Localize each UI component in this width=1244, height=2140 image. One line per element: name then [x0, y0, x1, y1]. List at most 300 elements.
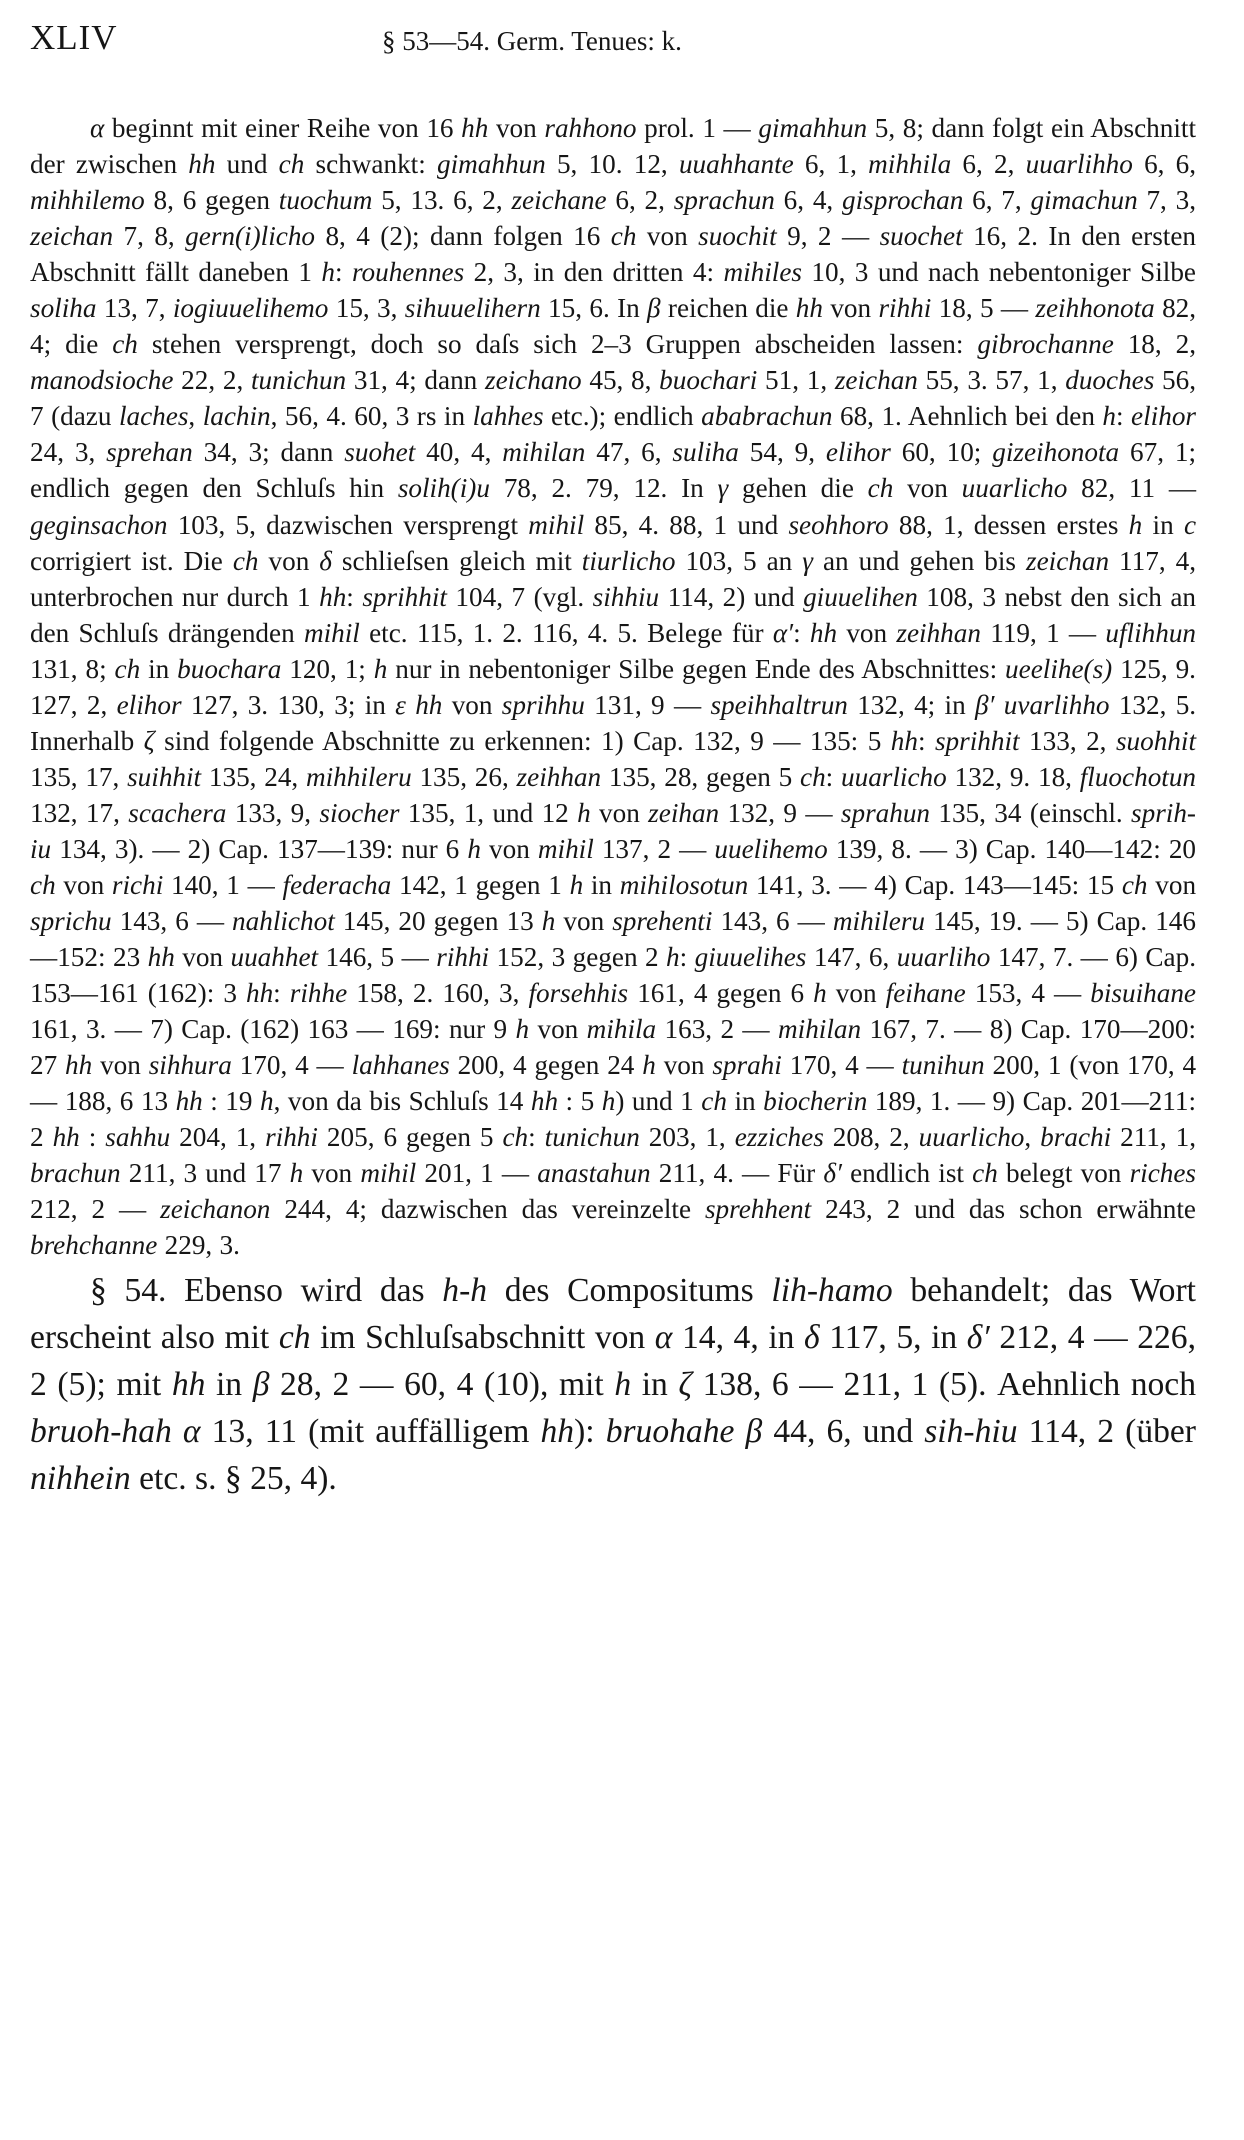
italic-term: ε — [395, 689, 406, 720]
italic-term: nihhein — [30, 1459, 131, 1497]
text-run: und — [215, 149, 279, 180]
italic-term: lahhes — [472, 401, 544, 432]
italic-term: h — [373, 653, 388, 684]
text-run: 137, 2 — — [593, 833, 715, 864]
text-run: 5, 8; dann folgt ein Abschnitt der zwischen — [30, 113, 1197, 180]
text-run: in — [205, 1365, 253, 1403]
italic-term: mihil — [528, 509, 585, 540]
text-run: 60, 10; — [890, 437, 993, 468]
text-run: 135, 26, — [411, 761, 517, 792]
italic-term: geginsachon — [30, 509, 168, 540]
text-run: in — [726, 1086, 764, 1117]
italic-term: buochara — [177, 653, 282, 684]
text-run: 8, 6 gegen — [144, 185, 279, 216]
italic-term: ζ — [678, 1365, 692, 1403]
italic-term: tunihun — [901, 1050, 985, 1081]
text-run: 135, 17, — [30, 761, 128, 792]
italic-term: sahhu — [105, 1122, 171, 1153]
italic-term: rihhi — [436, 942, 490, 973]
italic-term: gimahhun — [758, 113, 868, 143]
text-run: 6, 2, — [951, 149, 1026, 180]
italic-term: hh — [319, 581, 347, 612]
text-run: 8, 4 (2); dann folgen 16 — [315, 221, 611, 252]
italic-term: rihhe — [289, 978, 348, 1009]
italic-term: hh — [65, 1050, 93, 1081]
text-run: , — [1024, 1122, 1041, 1153]
italic-term: hh — [245, 978, 274, 1009]
italic-term: brehchanne — [30, 1230, 158, 1261]
italic-term: ch — [972, 1158, 998, 1189]
italic-term: ζ — [143, 725, 155, 756]
italic-term: β′ — [974, 689, 995, 720]
italic-term: hh — [530, 1086, 559, 1117]
text-run: 133, 9, — [226, 797, 320, 828]
text-run: : — [793, 617, 810, 648]
italic-term: sprihhit — [362, 581, 447, 612]
italic-term: mihiles — [723, 257, 802, 288]
text-run: 211, 4. — Für — [650, 1158, 824, 1189]
text-run: 82, 11 — — [1067, 473, 1197, 504]
text-run: von — [826, 978, 886, 1009]
text-run: 229, 3. — [157, 1230, 240, 1261]
italic-term: sihuuelihern — [404, 293, 541, 324]
italic-term: zeihhan — [516, 761, 602, 792]
text-run: 152, 3 gegen 2 — [489, 942, 667, 973]
italic-term: sihhiu — [592, 581, 660, 612]
text-run: 147, 7. — 6) Cap. 153—161 (162): 3 — [30, 942, 1197, 1009]
text-run: prol. 1 — — [636, 113, 759, 143]
text-run: 153, 4 — — [965, 978, 1091, 1009]
italic-term: richi — [111, 869, 164, 900]
text-run: in — [140, 653, 178, 684]
italic-term: iogiuuelihemo — [172, 293, 329, 324]
text-run: ) und 1 — [615, 1086, 702, 1117]
italic-term: ch — [114, 653, 141, 684]
text-run: etc.); endlich — [543, 401, 702, 432]
italic-term: h — [614, 1365, 632, 1403]
text-run: des Compositums — [487, 1271, 772, 1309]
italic-term: mihhileru — [305, 761, 412, 792]
text-run: 6, 2, — [606, 185, 674, 216]
text-run: : — [679, 942, 695, 973]
text-run: 7, 3, — [1137, 185, 1197, 216]
text-run: 78, 2. 79, 12. In — [489, 473, 718, 504]
text-run: : 19 — [202, 1086, 261, 1117]
italic-term: sprachun — [673, 185, 775, 216]
italic-term: brachi — [1040, 1122, 1112, 1153]
italic-term: ababrachun — [701, 401, 833, 432]
italic-term: speihhaltrun — [710, 689, 848, 720]
italic-term: bisuihane — [1090, 978, 1197, 1009]
italic-term: zeichan — [30, 221, 114, 252]
text-run: in — [1142, 509, 1184, 540]
italic-term: sprihhit — [934, 725, 1020, 756]
italic-term: mihilan — [778, 1014, 862, 1045]
text-run: 56, 7 (dazu — [30, 365, 1197, 432]
text-run: schlieſsen gleich mit — [331, 545, 582, 576]
italic-term: zeichano — [484, 365, 582, 396]
text-run: 51, 1, — [757, 365, 835, 396]
text-run — [172, 1413, 183, 1450]
text-run: 189, 1. — 9) Cap. 201—211: 2 — [30, 1086, 1197, 1153]
italic-term: giuuelihes — [694, 942, 807, 973]
text-run: 55, 3. 57, 1, — [917, 365, 1066, 396]
text-run: : — [1116, 401, 1132, 432]
italic-term: sih-hiu — [924, 1412, 1018, 1450]
italic-term: uuarlicho — [841, 761, 947, 792]
italic-term: suochet — [879, 221, 963, 252]
italic-term: ch — [278, 1318, 311, 1356]
italic-term: sprehhent — [704, 1194, 812, 1225]
italic-term: h — [1102, 401, 1116, 432]
text-run: von — [636, 221, 699, 252]
text-run: 67, 1; endlich gegen den Schluſs hin — [30, 437, 1197, 504]
text-run: 132, 5. Innerhalb — [30, 689, 1197, 756]
text-run: 103, 5 an — [675, 545, 803, 576]
text-run: 10, 3 und nach nebentoniger Silbe — [801, 257, 1196, 288]
italic-term: h — [1128, 509, 1143, 540]
italic-term: uuarlihho — [1025, 149, 1133, 180]
text-run: 6, 6, — [1132, 149, 1197, 180]
text-run: 132, 17, — [30, 797, 129, 828]
italic-term: suihhit — [127, 761, 202, 792]
italic-term: sprahi — [712, 1050, 782, 1081]
text-run: 145, 20 gegen 13 — [334, 906, 542, 937]
page-header — [30, 18, 1196, 66]
italic-term: federacha — [282, 869, 392, 900]
italic-term: solih(i)u — [397, 473, 490, 504]
text-run: 135, 24, — [201, 761, 306, 792]
italic-term: mihil — [303, 617, 360, 648]
text-run: 125, 9. 127, 2, — [30, 653, 1196, 720]
text-run: 6, 4, — [774, 185, 842, 216]
text-run: von — [1147, 869, 1197, 900]
italic-term: tuochum — [278, 185, 373, 216]
text-run: 200, 4 gegen 24 — [449, 1050, 643, 1081]
italic-term: buochari — [659, 365, 758, 396]
italic-term: hh — [52, 1122, 80, 1153]
text-run: von — [590, 797, 649, 828]
italic-term: sprehenti — [612, 906, 713, 937]
italic-term: hh — [171, 1365, 206, 1403]
italic-term: hh — [540, 1412, 575, 1450]
text-run: : — [346, 581, 363, 612]
italic-term: mihila — [586, 1014, 657, 1045]
text-run: 143, 6 — — [712, 906, 833, 937]
italic-term: hh — [461, 113, 489, 143]
text-run: von — [174, 942, 231, 973]
italic-term: soliha — [30, 293, 97, 324]
text-run: 5, 13. 6, 2, — [372, 185, 512, 216]
page-number: XLIV — [30, 18, 118, 57]
text-run: 161, 3. — 7) Cap. (162) 163 — 169: nur 9 — [30, 1014, 516, 1045]
italic-term: sprih-iu — [30, 797, 1196, 864]
italic-term: hh — [147, 942, 175, 973]
text-run: § 54. Ebenso wird das — [90, 1271, 443, 1309]
italic-term: h-h — [442, 1271, 488, 1309]
italic-term: β — [745, 1412, 763, 1450]
italic-term: laches — [118, 401, 189, 432]
text-run: : — [79, 1122, 106, 1153]
text-run: 18, 2, — [1113, 329, 1196, 360]
text-run: von — [893, 473, 962, 504]
text-run: : — [825, 761, 841, 792]
italic-term: h — [321, 257, 335, 288]
text-run: 167, 7. — 8) Cap. 170—200: 27 — [30, 1014, 1197, 1081]
running-head: § 53—54. Germ. Tenues: k. — [382, 26, 682, 56]
italic-term: δ — [804, 1318, 820, 1356]
italic-term: suohet — [344, 437, 416, 468]
italic-term: ch — [867, 473, 894, 504]
italic-term: sprehan — [106, 437, 193, 468]
italic-term: h — [541, 906, 556, 937]
text-run: 16, 2. In den ersten Abschnitt fällt daneben 1 — [30, 221, 1197, 288]
text-run: von — [555, 906, 613, 937]
italic-term: seohhoro — [788, 509, 889, 540]
text-run: 131, 9 — — [584, 689, 711, 720]
text-run: 24, 3, — [30, 437, 107, 468]
text-run: stehen versprengt, doch so daſs sich 2–3 Gruppen abscheiden lassen: — [137, 329, 978, 360]
text-run: 47, 6, — [585, 437, 673, 468]
italic-term: manodsioche — [30, 365, 174, 396]
text-run: nur in nebentoniger Silbe gegen Ende des Abschnittes: — [387, 653, 1006, 684]
italic-term: mihileru — [832, 906, 926, 937]
text-run: 31, 4; dann — [346, 365, 485, 396]
italic-term: sprichu — [30, 906, 112, 937]
italic-term: gisprochan — [842, 185, 964, 216]
text-run: 13, 11 (mit auffälligem — [200, 1412, 541, 1450]
text-run: 6, 1, — [793, 149, 869, 180]
italic-term: β — [647, 293, 661, 324]
text-run: 145, 19. — 5) Cap. 146—152: 23 — [30, 906, 1196, 973]
italic-term: ch — [502, 1122, 529, 1153]
italic-term: zeihhan — [896, 617, 981, 648]
text-run: 104, 7 (vgl. — [446, 581, 593, 612]
text-run: etc. 115, 1. 2. 116, 4. 5. Belege für — [359, 617, 773, 648]
italic-term: scachera — [128, 797, 227, 828]
text-run — [406, 690, 415, 720]
italic-term: suohhit — [1115, 725, 1196, 756]
italic-term: zeichane — [511, 185, 607, 216]
italic-term: hh — [890, 725, 918, 756]
text-run: 7, 8, — [113, 221, 186, 252]
italic-term: forsehhis — [528, 978, 629, 1009]
text-run: von — [480, 833, 538, 864]
italic-term: zeichan — [1026, 545, 1110, 576]
text-run: 131, 8; — [30, 653, 115, 684]
italic-term: rahhono — [544, 113, 637, 143]
text-run: 34, 3; dann — [192, 437, 345, 468]
italic-term: mihhila — [868, 149, 952, 180]
italic-term: nahlichot — [232, 906, 335, 937]
text-run: 18, 5 — — [931, 293, 1036, 324]
text-run: 170, 4 — — [231, 1050, 352, 1081]
text-run: 211, 3 und 17 — [120, 1158, 290, 1189]
text-run: im Schluſsabschnitt von — [310, 1318, 655, 1356]
text-run: belegt von — [997, 1158, 1130, 1189]
text-run: 201, 1 — — [416, 1158, 538, 1189]
text-run: 6, 7, — [963, 185, 1031, 216]
italic-term: h — [666, 942, 680, 973]
italic-term: hh — [415, 689, 443, 720]
italic-term: siocher — [319, 797, 400, 828]
text-run: 22, 2, — [173, 365, 251, 396]
italic-term: riches — [1129, 1158, 1197, 1189]
text-run: 163, 2 — — [656, 1014, 778, 1045]
text-run: 132, 9. 18, — [946, 761, 1080, 792]
italic-term: ch — [30, 869, 56, 900]
section-53-continuation — [30, 110, 1196, 1264]
italic-term: hh — [188, 149, 216, 180]
italic-term: h — [601, 1086, 616, 1117]
italic-term: ch — [232, 545, 259, 576]
text-run: gehen die — [728, 473, 868, 504]
italic-term: bruoh-hah — [30, 1412, 172, 1450]
italic-term: h — [467, 833, 481, 864]
text-run: 28, 2 — 60, 4 (10), mit — [269, 1365, 615, 1403]
text-run: 203, 1, — [639, 1122, 735, 1153]
text-run: 127, 3. 130, 3; in — [181, 689, 396, 720]
text-run: etc. s. § 25, 4). — [130, 1459, 337, 1497]
italic-term: ch — [112, 329, 138, 360]
text-run: 5, 10. 12, — [545, 149, 679, 180]
text-run: 119, 1 — — [980, 617, 1106, 648]
section-54-paragraph — [30, 1267, 1196, 1502]
italic-term: α′ — [772, 617, 794, 648]
text-run: 117, 5, in — [819, 1318, 967, 1356]
text-run: 54, 9, — [738, 437, 826, 468]
italic-term: δ′ — [823, 1158, 842, 1189]
italic-term: sprahun — [840, 797, 931, 828]
text-run — [734, 1413, 745, 1450]
text-run: 138, 6 — 211, 1 (5). Aehnlich noch — [692, 1365, 1196, 1403]
italic-term: ezziches — [734, 1122, 824, 1153]
italic-term: zeihhonota — [1035, 293, 1155, 324]
text-run: 158, 2. 160, 3, — [347, 978, 529, 1009]
text-run: 114, 2) und — [659, 581, 804, 612]
italic-term: h — [642, 1050, 656, 1081]
text-run: 141, 3. — 4) Cap. 143—145: 15 — [748, 869, 1122, 900]
italic-term: ch — [701, 1086, 727, 1117]
text-run: endlich ist — [841, 1158, 973, 1189]
italic-term: uuahhante — [678, 149, 794, 180]
text-run: von — [303, 1158, 361, 1189]
italic-term: anastahun — [537, 1158, 651, 1189]
italic-term: mihilosotun — [619, 869, 749, 900]
italic-term: γ — [802, 545, 813, 576]
italic-term: lachin — [202, 401, 271, 432]
text-run: 117, 4, unterbrochen nur durch 1 — [30, 545, 1196, 612]
italic-term: uuahhet — [230, 942, 319, 973]
italic-term: δ′ — [966, 1318, 990, 1356]
italic-term: elihor — [116, 689, 182, 720]
text-run: 142, 1 gegen 1 — [391, 869, 570, 900]
text-run: 200, 1 (von 170, 4 — 188, 6 13 — [30, 1050, 1197, 1117]
italic-term: fluochotun — [1079, 761, 1197, 792]
text-run: , — [188, 401, 203, 432]
text-run: : — [334, 257, 352, 288]
text-run: 146, 5 — — [318, 942, 437, 973]
text-run: 133, 2, — [1019, 725, 1116, 756]
text-run: 13, 7, — [96, 293, 173, 324]
text-run: von — [442, 689, 502, 720]
italic-term: h — [289, 1158, 304, 1189]
italic-term: hh — [795, 293, 823, 324]
italic-term: lahhanes — [351, 1050, 450, 1081]
italic-term: bruohahe — [605, 1412, 735, 1450]
text-run: 244, 4; dazwischen das vereinzelte — [270, 1194, 705, 1225]
text-run: von — [258, 545, 320, 576]
text-run: in — [631, 1365, 679, 1403]
italic-term: gern(i)licho — [185, 221, 316, 252]
italic-term: uvarlihho — [1003, 689, 1110, 720]
text-run: 114, 2 (über — [1017, 1412, 1196, 1450]
italic-term: ueelihe(s) — [1005, 653, 1113, 684]
text-run: 134, 3). — 2) Cap. 137—139: nur 6 — [51, 833, 468, 864]
italic-term: tunichun — [250, 365, 347, 396]
italic-term: α — [182, 1412, 201, 1450]
italic-term: rihhi — [265, 1122, 318, 1153]
text-run: 132, 9 — — [719, 797, 841, 828]
italic-term: uuarlicho — [918, 1122, 1025, 1153]
italic-term: sprihhu — [501, 689, 585, 720]
text-run: 108, 3 nebst den sich an den Schluſs drängenden — [30, 581, 1196, 648]
italic-term: uuarlicho — [961, 473, 1068, 504]
italic-term: h — [569, 869, 584, 900]
italic-term: hh — [175, 1086, 203, 1117]
italic-term: giuuelihen — [803, 581, 918, 612]
section-54 — [30, 1267, 1196, 1502]
italic-term: gibrochanne — [977, 329, 1114, 360]
text-run: schwankt: — [304, 149, 437, 180]
italic-term: hh — [809, 617, 838, 648]
italic-term: rouhennes — [351, 257, 465, 288]
text-run: ): — [574, 1412, 606, 1450]
italic-term: suliha — [672, 437, 739, 468]
text-run: behandelt; das Wort erscheint also mit — [30, 1271, 1196, 1356]
text-run: 135, 1, und 12 — [399, 797, 578, 828]
text-run: von — [92, 1050, 149, 1081]
italic-term: ch — [278, 149, 305, 180]
text-run: von — [55, 869, 112, 900]
italic-term: rihhi — [878, 293, 932, 324]
italic-term: gizeihonota — [992, 437, 1120, 468]
text-run: von — [529, 1014, 587, 1045]
italic-term: gimahhun — [437, 149, 546, 180]
text-run: 2, 3, in den dritten 4: — [464, 257, 724, 288]
text-run: 45, 8, — [581, 365, 660, 396]
italic-term: ch — [800, 761, 826, 792]
text-run: 205, 6 gegen 5 — [317, 1122, 503, 1153]
text-run: 212, 2 — — [30, 1194, 161, 1225]
text-run: 135, 34 (einschl. — [930, 797, 1132, 828]
text-run: 68, 1. Aehnlich bei den — [832, 401, 1103, 432]
section-53-paragraph — [30, 110, 1196, 1264]
italic-term: h — [813, 978, 827, 1009]
text-run: von — [655, 1050, 713, 1081]
italic-term: gimachun — [1030, 185, 1138, 216]
text-run: : 5 — [558, 1086, 602, 1117]
text-run: corrigiert ist. Die — [30, 545, 233, 576]
text-run — [994, 690, 1003, 720]
italic-term: c — [1183, 509, 1197, 540]
text-run: sind folgende Abschnitte zu erkennen: 1) Cap. 132, 9 — 135: 5 — [154, 725, 891, 756]
italic-term: γ — [717, 473, 729, 504]
text-run: an und gehen bis — [812, 545, 1026, 576]
text-run: 15, 6. In — [540, 293, 648, 324]
italic-term: uflihhun — [1105, 617, 1197, 648]
italic-term: zeichanon — [160, 1194, 271, 1225]
